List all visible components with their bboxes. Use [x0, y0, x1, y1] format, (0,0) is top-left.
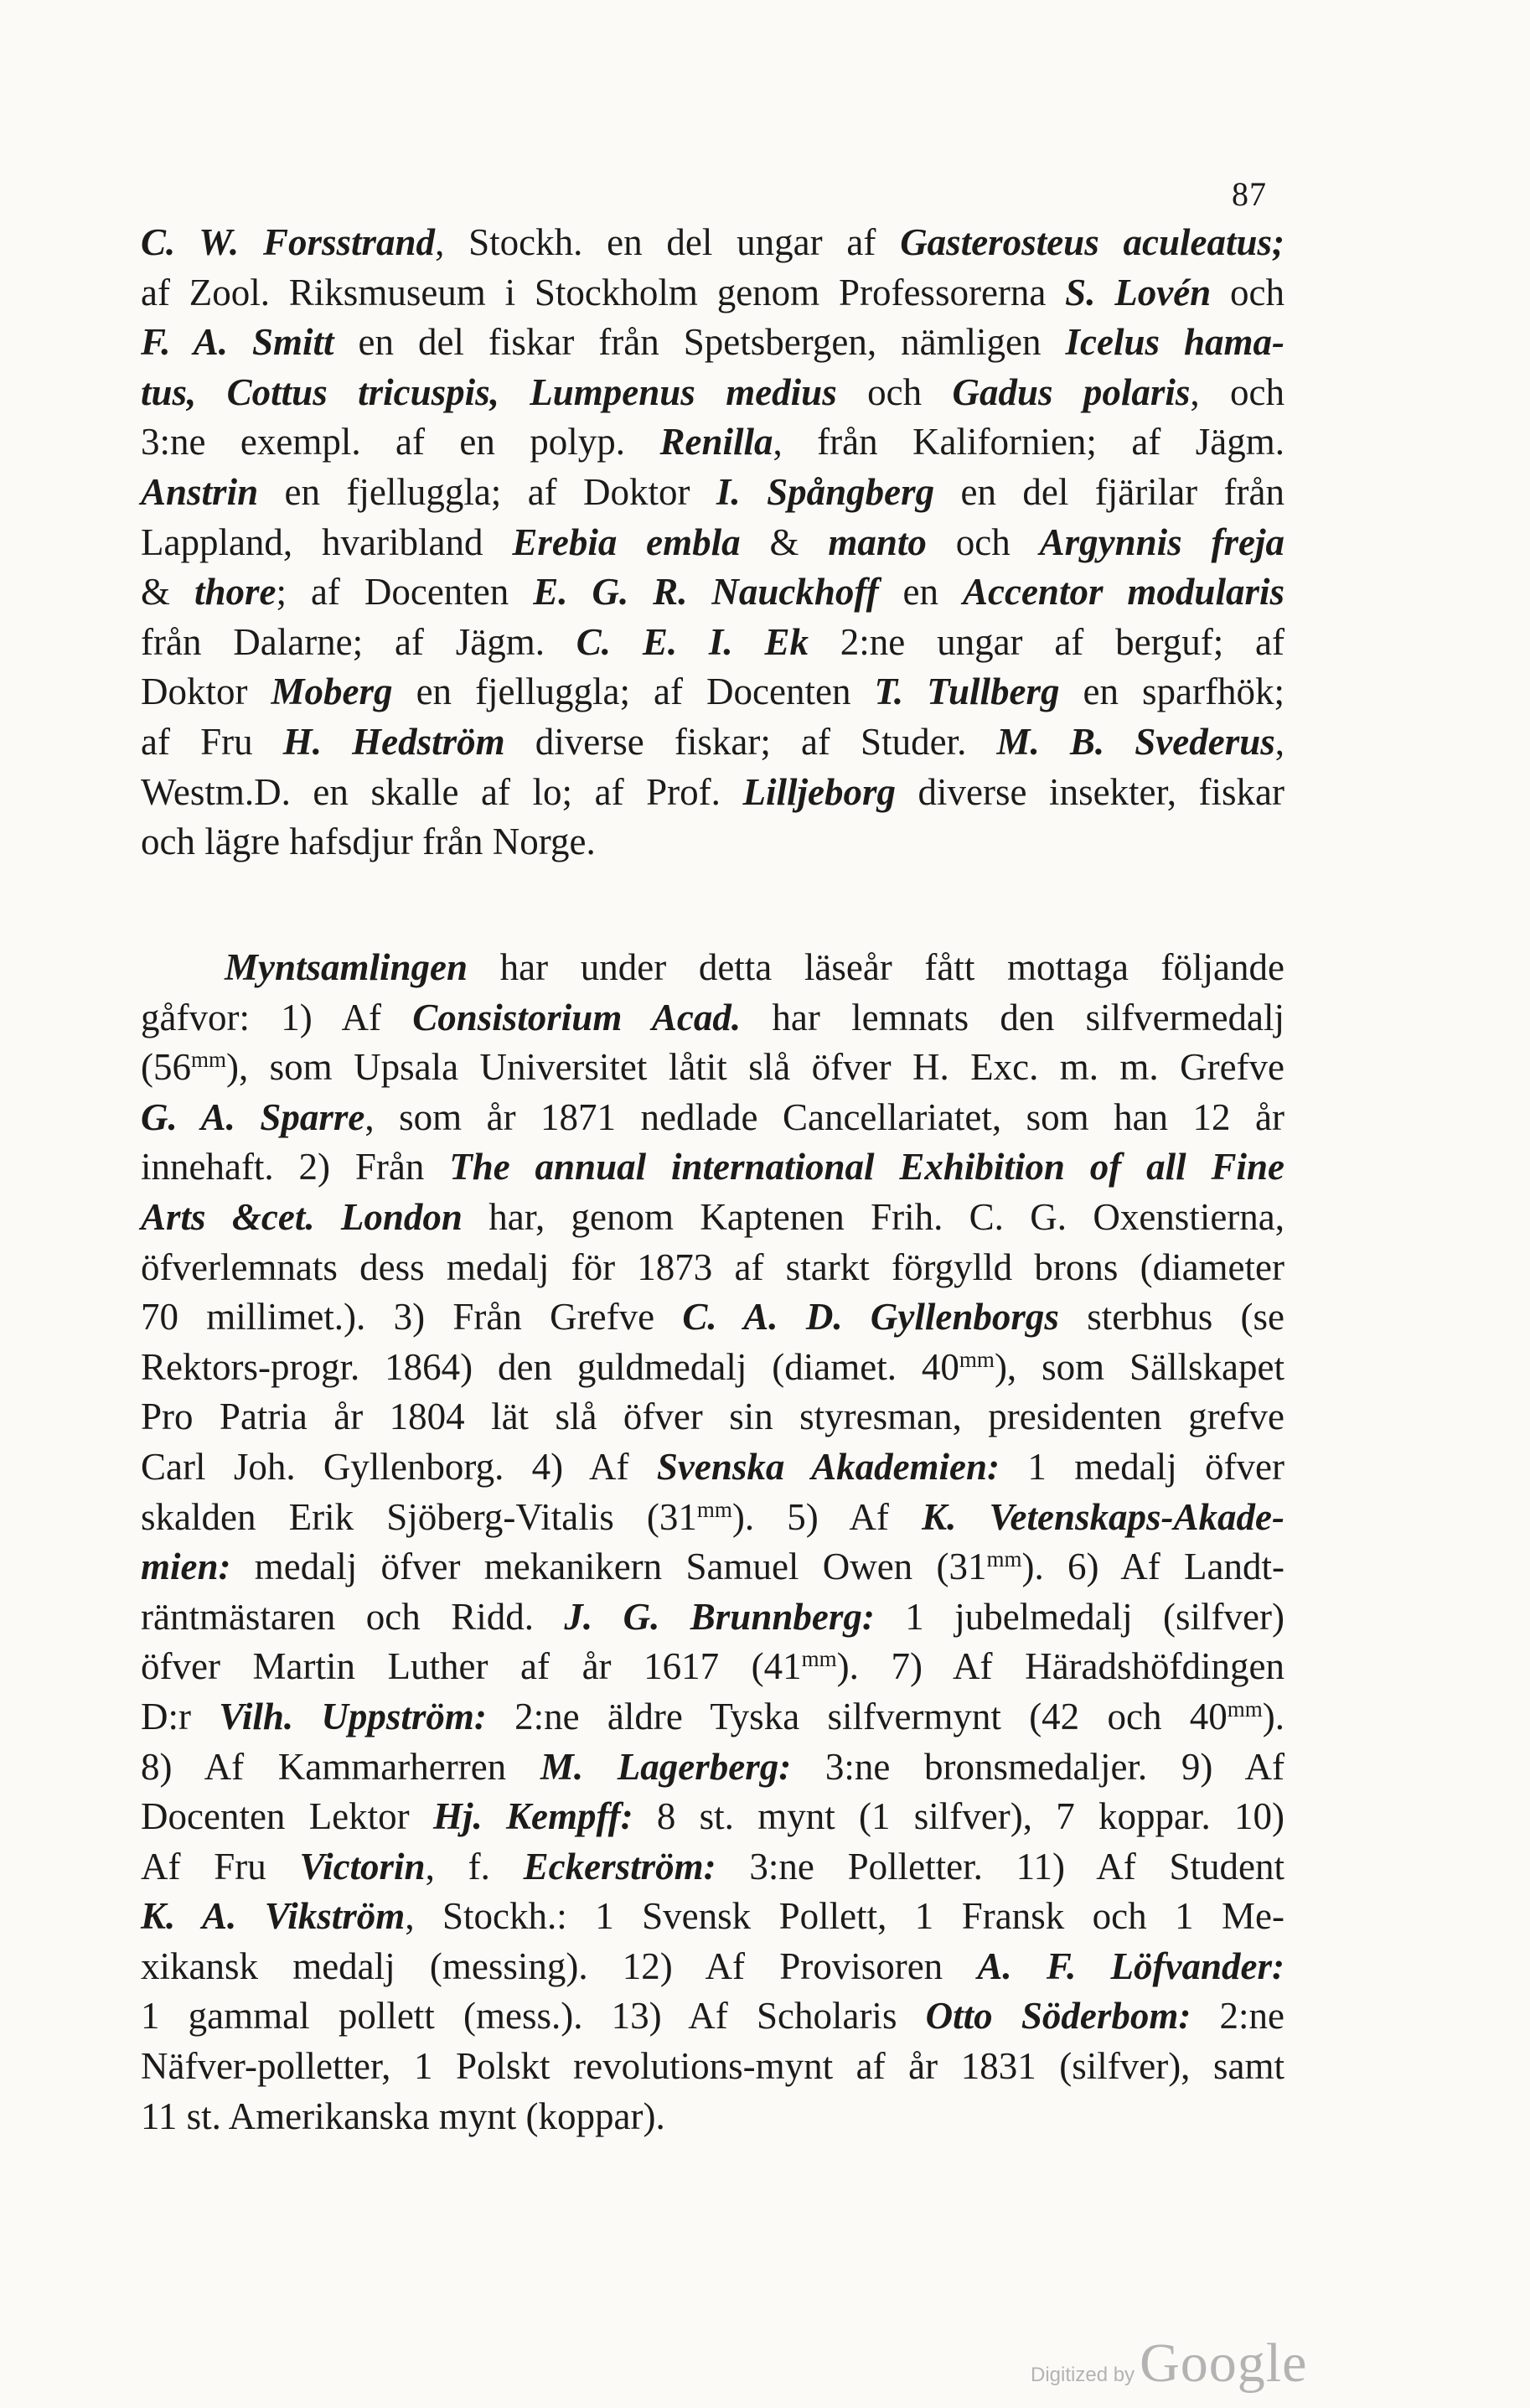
text-line: F. A. Smitt en del fiskar från Spetsbergen, nämligen Icelus hama-	[141, 321, 1284, 364]
text-line: $(56^{mm})$, som Upsala Universitet låtit slå öfver H. Exc. m. m. Grefve	[141, 1046, 1284, 1089]
text-line: 70 millimet.). 3) Från Grefve C. A. D. Gyllenborgs sterbhus (se	[141, 1296, 1284, 1339]
digitized-label: Digitized by	[1031, 2364, 1135, 2386]
text-line: C. W. Forsstrand, Stockh. en del ungar af Gasterosteus aculeatus;	[141, 221, 1285, 263]
google-logo: Google	[1140, 2333, 1308, 2394]
text-line: K. A. Vikström, Stockh.: 1 Svensk Pollett, 1 Fransk och 1 Me-	[141, 1895, 1284, 1938]
text-line: Docenten Lektor Hj. Kempff: 8 st. mynt (1 silfver), 7 koppar. 10)	[141, 1795, 1284, 1838]
text-line: Af Fru Victorin, f. Eckerström: 3:ne Polletter. 11) Af Student	[141, 1845, 1284, 1888]
text-line: Arts &cet. London har, genom Kaptenen Frih. C. G. Oxenstierna,	[141, 1195, 1284, 1238]
text-line: gåfvor: 1) Af Consistorium Acad. har lemnats den silfvermedalj	[141, 996, 1285, 1038]
text-line: mien: medalj öfver mekanikern Samuel Owen $(31^{mm})$. 6) Af Landt-	[141, 1546, 1284, 1588]
text-line: af Fru H. Hedström diverse fiskar; af Studer. M. B. Svederus,	[141, 720, 1284, 763]
page-number: 87	[1232, 175, 1267, 213]
text-line: räntmästaren och Ridd. J. G. Brunnberg: 1 jubelmedalj (silfver)	[141, 1595, 1284, 1638]
text-line: Westm.D. en skalle af lo; af Prof. Lilljeborg diverse insekter, fiskar	[141, 770, 1284, 813]
text-line: Doktor Moberg en fjelluggla; af Docenten T. Tullberg en sparfhök;	[141, 671, 1284, 713]
text-line: D:r Vilh. Uppström: 2:ne äldre Tyska silfvermynt (42 och $40^{mm}$).	[141, 1695, 1284, 1737]
text-line: 11 st. Amerikanska mynt (koppar).	[141, 2095, 665, 2137]
text-line: öfverlemnats dess medalj för 1873 af starkt förgylld brons (diameter	[141, 1245, 1284, 1288]
text-line: öfver Martin Luther af år 1617 $(41^{mm})$. 7) Af Häradshöfdingen	[141, 1645, 1284, 1688]
text-line: xikansk medalj (messing). 12) Af Provisoren A. F. Löfvander:	[141, 1945, 1284, 1987]
text-line: Carl Joh. Gyllenborg. 4) Af Svenska Akademien: 1 medalj öfver	[141, 1445, 1284, 1488]
text-line: innehaft. 2) Från The annual international Exhibition of all Fine	[141, 1146, 1284, 1188]
text-line: G. A. Sparre, som år 1871 nedlade Cancellariatet, som han 12 år	[141, 1095, 1284, 1138]
text-line: Pro Patria år 1804 lät slå öfver sin styresman, presidenten grefve	[141, 1396, 1284, 1438]
text-line: Näfver-polletter, 1 Polskt revolutions-mynt af år 1831 (silfver), samt	[141, 2045, 1284, 2088]
text-line: Rektors-progr. 1864) den guldmedalj (diamet. $40^{mm}$), som Sällskapet	[141, 1345, 1284, 1388]
text-line: från Dalarne; af Jägm. C. E. I. Ek 2:ne ungar af berguf; af	[141, 620, 1284, 663]
paragraph-coin-collection	[141, 943, 1284, 2141]
paragraph-donations	[141, 218, 1284, 867]
text-line: af Zool. Riksmuseum i Stockholm genom Professorerna S. Lovén och	[141, 271, 1284, 313]
text-line: tus, Cottus tricuspis, Lumpenus medius och Gadus polaris, och	[141, 370, 1285, 413]
text-line: 3:ne exempl. af en polyp. Renilla, från Kalifornien; af Jägm.	[141, 421, 1284, 463]
text-line: Lappland, hvaribland Erebia embla & manto och Argynnis freja	[141, 520, 1285, 563]
text-line: & thore; af Docenten E. G. R. Nauckhoff en Accentor modularis	[141, 571, 1284, 614]
text-line: och lägre hafsdjur från Norge.	[141, 821, 596, 863]
digitized-by-google-watermark	[1031, 2332, 1307, 2395]
text-line: 1 gammal pollett (mess.). 13) Af Scholaris Otto Söderbom: 2:ne	[141, 1995, 1284, 2038]
text-line: 8) Af Kammarherren M. Lagerberg: 3:ne bronsmedaljer. 9) Af	[141, 1745, 1284, 1788]
text-line: Anstrin en fjelluggla; af Doktor I. Spångberg en del fjärilar från	[141, 470, 1284, 513]
text-line: Myntsamlingen har under detta läseår fått mottaga följande	[225, 946, 1284, 988]
text-line: skalden Erik Sjöberg-Vitalis $(31^{mm})$. 5) Af K. Vetenskaps-Akade-	[141, 1495, 1284, 1538]
